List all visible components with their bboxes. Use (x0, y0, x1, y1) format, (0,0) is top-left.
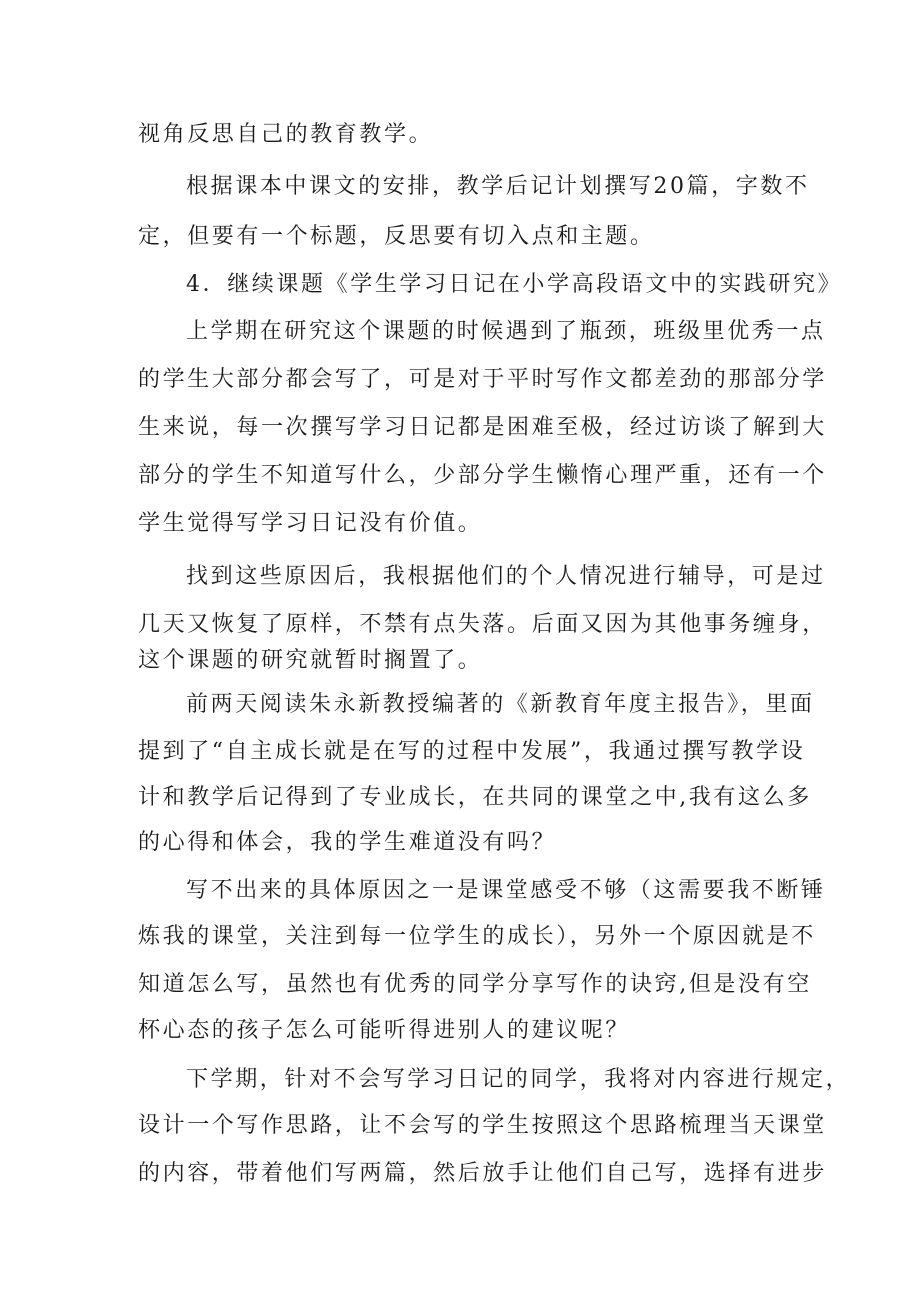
text-line: 几天又恢复了原样，不禁有点失落。后面又因为其他事务缠身， (138, 612, 827, 637)
text-line: 视角反思自己的教育教学。 (138, 122, 434, 147)
text-line: 找到这些原因后，我根据他们的个人情况进行辅导，可是过 (186, 564, 826, 589)
section-heading: 4．继续课题《学生学习日记在小学高段语文中的实践研究》 (186, 272, 843, 297)
text-line: 炼我的课堂，关注到每一位学生的成长），另外一个原因就是不 (138, 924, 816, 949)
text-line: 计和教学后记得到了专业成长，在共同的课堂之中,我有这么多 (138, 785, 812, 810)
text-line: 的内容，带着他们写两篇，然后放手让他们自己写，选择有进步 (138, 1161, 827, 1186)
text-line: 定，但要有一个标题，反思要有切入点和主题。 (138, 224, 655, 249)
text-line: 这个课题的研究就暂时搁置了。 (138, 648, 483, 673)
text-line: 根据课本中课文的安排，教学后记计划撰写20篇，字数不 (186, 174, 810, 199)
text-line: 下学期，针对不会写学习日记的同学，我将对内容进行规定， (186, 1067, 851, 1092)
text-line: 知道怎么写，虽然也有优秀的同学分享写作的诀窍,但是没有空 (138, 972, 812, 997)
text-line: 提到了“自主成长就是在写的过程中发展”，我通过撰写教学设 (138, 739, 806, 764)
text-line: 上学期在研究这个课题的时候遇到了瓶颈，班级里优秀一点 (186, 319, 826, 344)
text-line: 学生觉得写学习日记没有价值。 (138, 511, 483, 536)
text-line: 的心得和体会，我的学生难道没有吗？ (138, 830, 557, 855)
text-line: 部分的学生不知道写什么，少部分学生懒惰心理严重，还有一个 (138, 463, 827, 488)
text-line: 前两天阅读朱永新教授编著的《新教育年度主报告》，里面 (186, 692, 815, 717)
text-line: 生来说，每一次撰写学习日记都是困难至极，经过访谈了解到大 (138, 415, 827, 440)
text-line: 杯心态的孩子怎么可能听得进别人的建议呢？ (138, 1018, 631, 1043)
text-line: 写不出来的具体原因之一是课堂感受不够（这需要我不断锤 (186, 878, 826, 903)
text-line: 设计一个写作思路，让不会写的学生按照这个思路梳理当天课堂 (138, 1113, 827, 1138)
text-line: 的学生大部分都会写了，可是对于平时写作文都差劲的那部分学 (138, 367, 827, 392)
